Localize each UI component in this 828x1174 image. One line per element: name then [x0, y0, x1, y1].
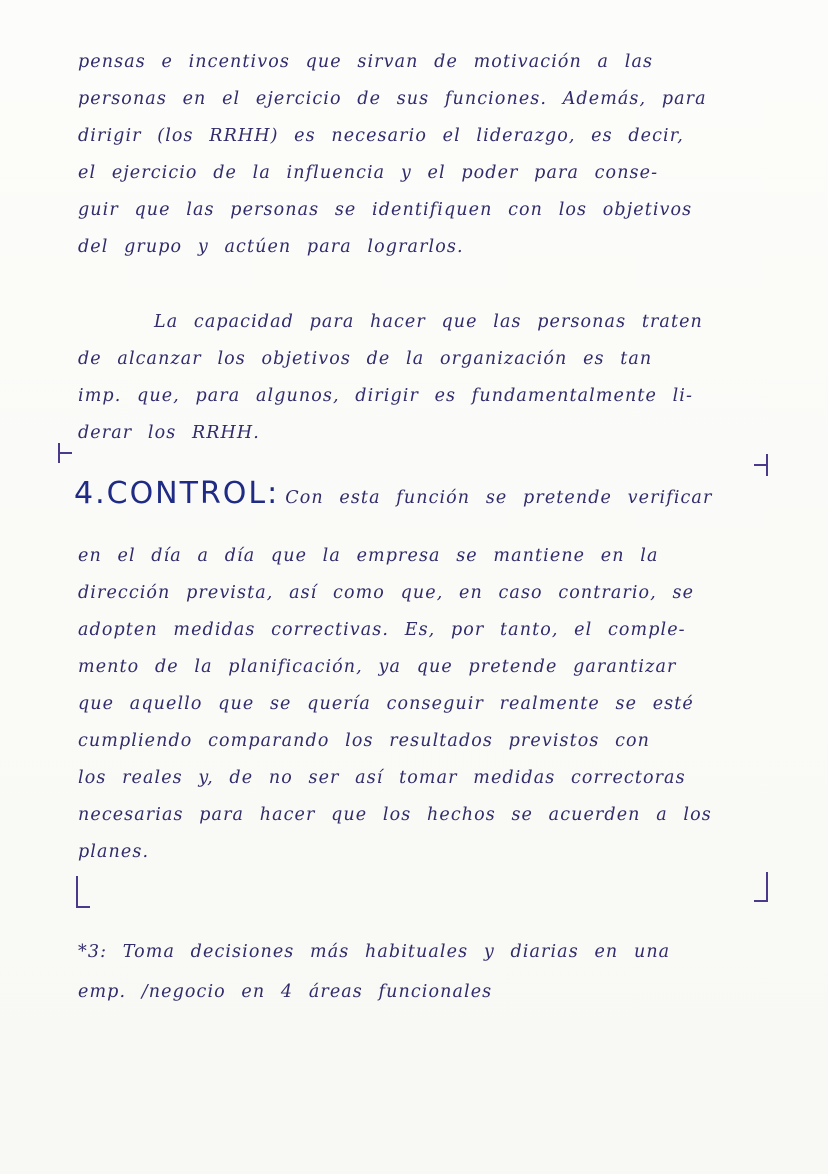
- control-heading-line: [74, 476, 712, 511]
- section-heading: 4.CONTROL:: [74, 476, 280, 511]
- text-line: adopten medidas correctivas. Es, por tanto, el comple-: [78, 620, 686, 640]
- paragraph-control: [78, 538, 768, 871]
- text-line: pensas e incentivos que sirvan de motivación a las: [78, 52, 654, 72]
- text-line: guir que las personas se identifiquen con los objetivos: [78, 200, 693, 220]
- text-line: personas en el ejercicio de sus funciones. Además, para: [78, 89, 707, 109]
- paragraph-leadership: [78, 304, 768, 452]
- text-line: necesarias para hacer que los hechos se acuerden a los: [78, 805, 712, 825]
- text-line: dirigir (los RRHH) es necesario el liderazgo, es decir,: [78, 126, 684, 146]
- bracket-bottom-left-mark: [76, 876, 90, 908]
- paragraph-direction: [78, 44, 768, 266]
- footnote: [78, 932, 768, 1012]
- bracket-top-left-mark: [58, 443, 74, 463]
- bracket-bottom-right-mark: [754, 872, 768, 902]
- text-line: derar los RRHH.: [78, 423, 260, 443]
- text-line: de alcanzar los objetivos de la organización es tan: [78, 349, 653, 369]
- bracket-top-right-mark: [752, 454, 768, 476]
- text-line: emp. /negocio en 4 áreas funcionales: [78, 982, 493, 1002]
- text-line: mento de la planificación, ya que pretende garantizar: [78, 657, 677, 677]
- text-line: del grupo y actúen para lograrlos.: [78, 237, 464, 257]
- text-line: La capacidad para hacer que las personas traten: [154, 312, 703, 332]
- heading-continuation: Con esta función se pretende verificar: [285, 488, 713, 508]
- text-line: imp. que, para algunos, dirigir es fundamentalmente li-: [78, 386, 693, 406]
- text-line: *3: Toma decisiones más habituales y diarias en una: [78, 942, 671, 962]
- text-line: cumpliendo comparando los resultados previstos con: [78, 731, 651, 751]
- text-line: dirección prevista, así como que, en caso contrario, se: [78, 583, 695, 603]
- text-line: planes.: [78, 842, 150, 862]
- text-line: el ejercicio de la influencia y el poder para conse-: [78, 163, 659, 183]
- text-line: en el día a día que la empresa se mantiene en la: [78, 546, 659, 566]
- text-line: los reales y, de no ser así tomar medidas correctoras: [78, 768, 686, 788]
- text-line: que aquello que se quería conseguir realmente se esté: [78, 694, 694, 714]
